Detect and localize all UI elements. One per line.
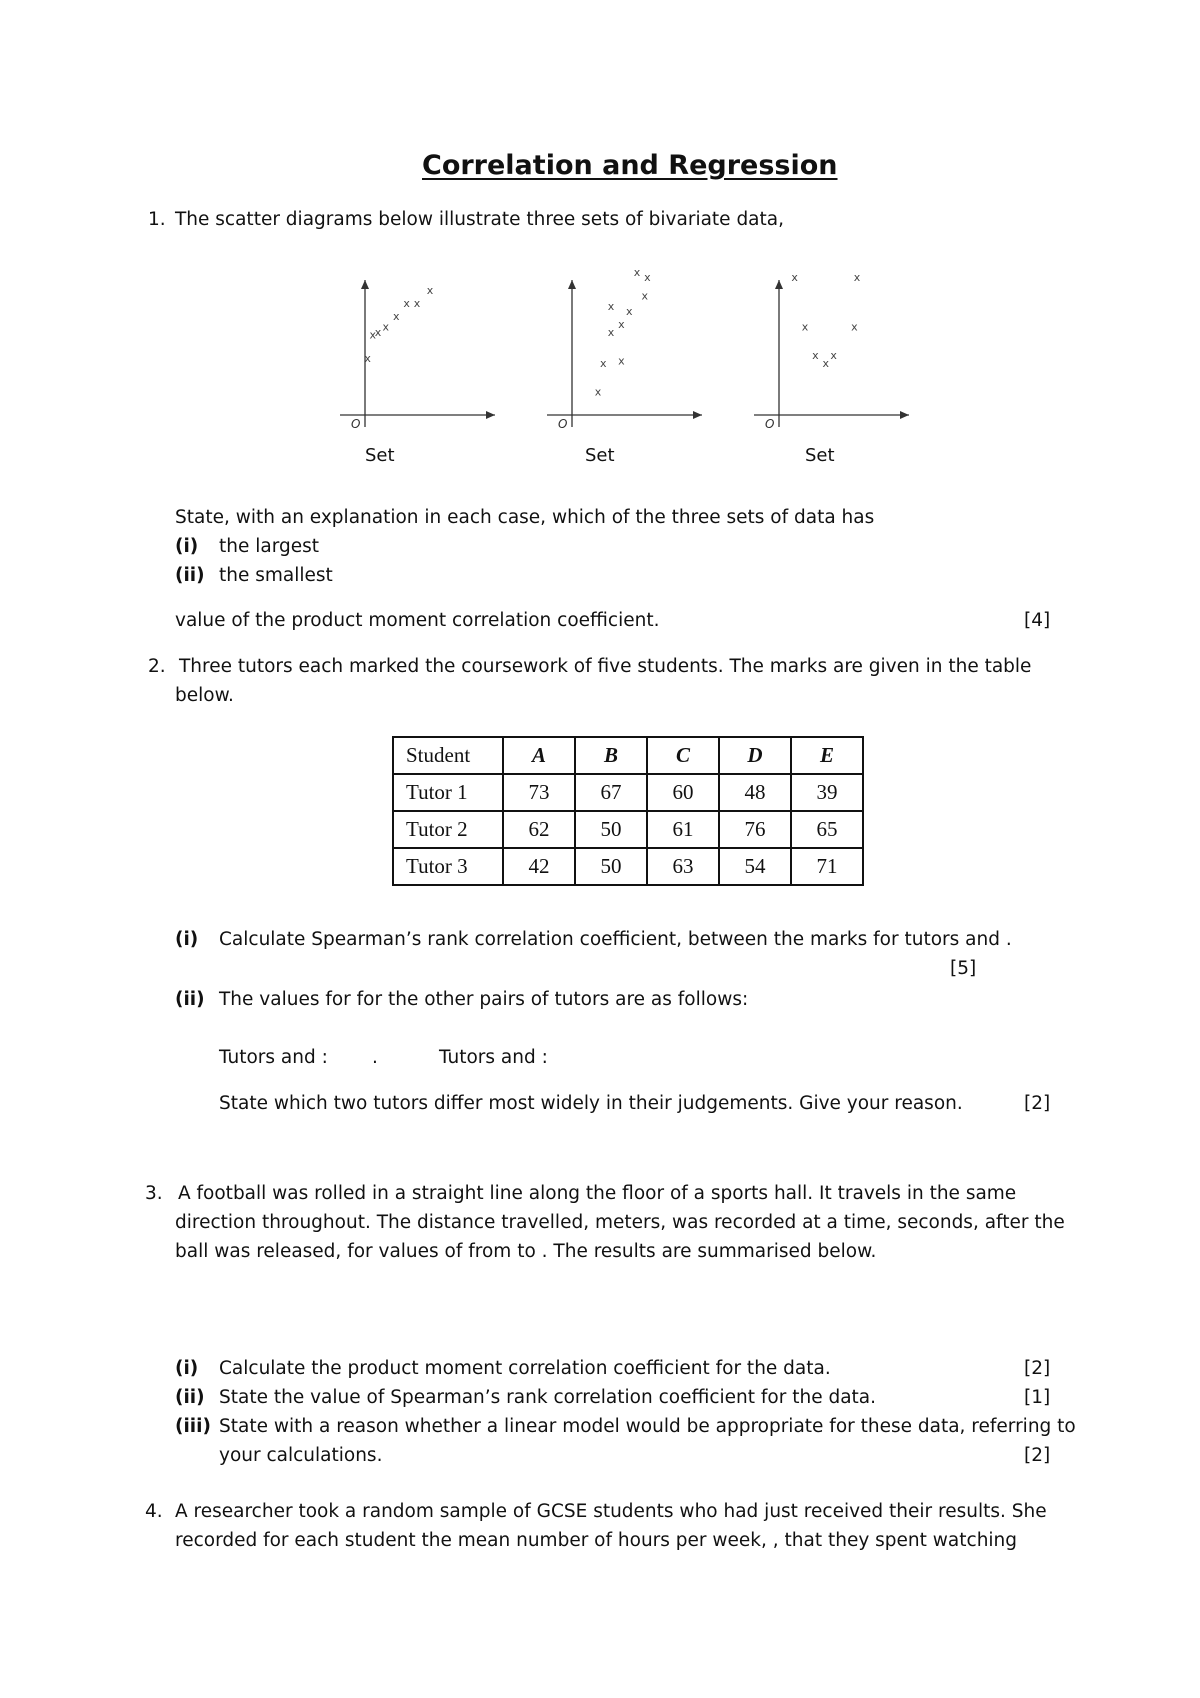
table-header-row	[393, 737, 863, 774]
table-cell: 48	[719, 774, 791, 811]
q3-part-i-text: Calculate the product moment correlation coefficient for the data.	[219, 1358, 831, 1379]
data-point: x	[369, 328, 377, 342]
q2-pairs-line1: Tutors and :	[219, 1047, 328, 1068]
scatter-diagram-3	[749, 270, 914, 430]
q2-pairs-dot: .	[372, 1047, 378, 1068]
data-point: x	[392, 310, 400, 324]
q1-value-text: value of the product moment correlation coefficient.	[175, 610, 660, 631]
table-cell: 54	[719, 848, 791, 885]
q2-part-ii-roman: (ii)	[175, 989, 205, 1010]
q3-line2: direction throughout. The distance travelled, meters, was recorded at a time, seconds, after the	[175, 1212, 1065, 1233]
q2-part-i-roman: (i)	[175, 929, 199, 950]
origin-label: O	[351, 417, 361, 431]
table-cell: 61	[647, 811, 719, 848]
q1-intro: The scatter diagrams below illustrate three sets of bivariate data,	[175, 209, 784, 230]
data-point: x	[607, 299, 615, 313]
q3-part-i-roman: (i)	[175, 1358, 199, 1379]
q1-part-i	[175, 532, 319, 561]
q2-part-i-text: Calculate Spearman’s rank correlation coefficient, between the marks for tutors and .	[219, 929, 1012, 950]
q3-line3: ball was released, for values of from to . The results are summarised below.	[175, 1241, 877, 1262]
data-point: x	[594, 385, 602, 399]
table-header-cell: B	[575, 737, 647, 774]
data-point: x	[607, 325, 615, 339]
table-cell: 60	[647, 774, 719, 811]
q4-line1: A researcher took a random sample of GCSE students who had just received their results. She	[175, 1501, 1047, 1522]
q3-part-ii-text: State the value of Spearman’s rank correlation coefficient for the data.	[219, 1387, 877, 1408]
q2-part-ii	[175, 985, 748, 1014]
data-point: x	[851, 320, 858, 334]
q3-part-i	[175, 1354, 831, 1383]
table-cell: 50	[575, 811, 647, 848]
data-point: x	[791, 271, 798, 285]
table-cell: 50	[575, 848, 647, 885]
table-cell: Tutor 3	[393, 848, 503, 885]
data-point: x	[633, 266, 641, 279]
page-title: Correlation and Regression	[422, 150, 838, 181]
data-point: x	[413, 297, 421, 311]
table-header-cell: C	[647, 737, 719, 774]
data-point: x	[374, 325, 382, 339]
set-label-1: Set	[365, 445, 395, 466]
table-cell: 39	[791, 774, 863, 811]
data-point: x	[364, 351, 371, 365]
table-row	[393, 811, 863, 848]
set-label-3: Set	[805, 445, 835, 466]
set-label-2: Set	[585, 445, 615, 466]
y-axis-arrow	[568, 280, 576, 289]
data-point: x	[830, 349, 837, 363]
q3-part-iii-roman: (iii)	[175, 1416, 211, 1437]
data-point: x	[812, 349, 819, 363]
table-header-cell: A	[503, 737, 575, 774]
table-header-cell: E	[791, 737, 863, 774]
q3-part-i-marks: [2]	[1024, 1358, 1051, 1379]
table-row	[393, 848, 863, 885]
data-point: x	[641, 289, 649, 303]
q2-number: 2.	[148, 656, 166, 677]
data-point: x	[403, 297, 410, 311]
data-point: x	[599, 357, 607, 370]
table-cell: 73	[503, 774, 575, 811]
q3-part-iii-text: State with a reason whether a linear model would be appropriate for these data, referring to	[219, 1416, 1076, 1437]
q3-part-iii-cont: your calculations.	[219, 1445, 383, 1466]
data-point: x	[822, 357, 830, 370]
x-axis-arrow	[486, 411, 495, 419]
q4-line2: recorded for each student the mean number of hours per week, , that they spent watching	[175, 1530, 1018, 1551]
q1-marks: [4]	[1024, 610, 1051, 631]
q3-part-iii-marks: [2]	[1024, 1445, 1051, 1466]
data-point: x	[382, 320, 390, 334]
q2-marks: [2]	[1024, 1093, 1051, 1114]
data-point: x	[801, 320, 809, 334]
x-axis-arrow	[900, 411, 909, 419]
q4-number: 4.	[145, 1501, 163, 1522]
x-axis-arrow	[693, 411, 702, 419]
data-point: x	[426, 284, 434, 298]
q2-part-i-marks: [5]	[950, 958, 977, 979]
q1-state: State, with an explanation in each case, which of the three sets of data has	[175, 507, 875, 528]
data-point: x	[618, 318, 625, 331]
q3-part-ii-roman: (ii)	[175, 1387, 205, 1408]
q3-number: 3.	[145, 1183, 163, 1204]
table-cell: 42	[503, 848, 575, 885]
q3-part-ii	[175, 1383, 876, 1412]
data-point: x	[618, 354, 625, 368]
q2-state: State which two tutors differ most widely in their judgements. Give your reason.	[219, 1093, 963, 1114]
q1-part-ii-text: the smallest	[219, 565, 333, 586]
origin-label: O	[558, 417, 568, 431]
table-header-cell: Student	[393, 737, 503, 774]
q1-part-ii-roman: (ii)	[175, 565, 205, 586]
y-axis-arrow	[775, 280, 783, 289]
table-row	[393, 774, 863, 811]
q2-part-ii-text: The values for for the other pairs of tutors are as follows:	[219, 989, 749, 1010]
q1-part-i-roman: (i)	[175, 536, 199, 557]
q2-intro-line1: Three tutors each marked the coursework of five students. The marks are given in the table	[179, 656, 1032, 677]
q1-part-ii	[175, 561, 333, 590]
table-header-cell: D	[719, 737, 791, 774]
table-cell: 62	[503, 811, 575, 848]
q3-part-iii	[175, 1412, 1076, 1441]
table-cell: Tutor 1	[393, 774, 503, 811]
y-axis-arrow	[361, 280, 369, 289]
table-cell: 67	[575, 774, 647, 811]
table-cell: Tutor 2	[393, 811, 503, 848]
q3-line1: A football was rolled in a straight line along the floor of a sports hall. It travels in the same	[178, 1183, 1017, 1204]
q3-part-ii-marks: [1]	[1024, 1387, 1051, 1408]
q1-part-i-text: the largest	[219, 536, 320, 557]
marks-table	[392, 736, 864, 886]
q2-intro-line2: below.	[175, 685, 234, 706]
table-cell: 71	[791, 848, 863, 885]
table-cell: 76	[719, 811, 791, 848]
table-cell: 65	[791, 811, 863, 848]
q1-number: 1.	[148, 209, 166, 230]
q2-pairs-line2: Tutors and :	[439, 1047, 548, 1068]
scatter-diagram-2	[542, 266, 707, 431]
data-point: x	[853, 271, 861, 285]
scatter-diagram-1	[335, 270, 500, 430]
q2-part-i	[175, 925, 1012, 954]
data-point: x	[625, 305, 633, 318]
data-point: x	[644, 271, 651, 285]
origin-label: O	[765, 417, 775, 431]
table-cell: 63	[647, 848, 719, 885]
